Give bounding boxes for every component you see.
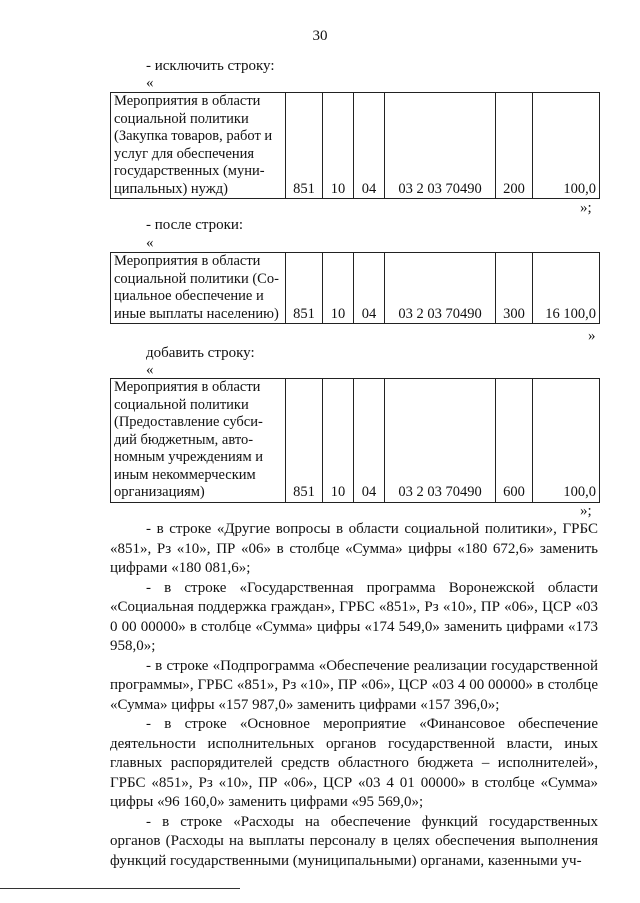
- instruction-add-row: добавить строку:: [146, 345, 255, 361]
- rz-cell: 10: [323, 93, 354, 199]
- table-row: [111, 93, 600, 199]
- rz-cell: 10: [323, 379, 354, 503]
- vr-cell: 200: [496, 93, 533, 199]
- paragraph: - в строке «Расходы на обеспечение функций государственных органов (Расходы на выплаты персоналу в целях обеспечения выполнения функций государственными (муниципальными) органами, казенными уч-: [110, 813, 598, 869]
- budget-row-table-after: [110, 252, 600, 324]
- quote-close: »;: [580, 200, 592, 216]
- row-name-cell: Мероприятия в области социальной политики (Закупка товаров, работ и услуг для обеспечения государственных (муни-ципальных) нужд): [111, 93, 286, 199]
- vr-cell: 300: [496, 253, 533, 324]
- csr-cell: 03 2 03 70490: [385, 379, 496, 503]
- table-row: [111, 253, 600, 324]
- pr-cell: 04: [354, 93, 385, 199]
- quote-open: «: [146, 235, 154, 251]
- quote-open: «: [146, 362, 154, 378]
- sum-cell: 100,0: [533, 379, 600, 503]
- budget-row-table-excluded: [110, 92, 600, 199]
- grbs-cell: 851: [286, 379, 323, 503]
- instruction-after-row: - после строки:: [146, 217, 244, 233]
- paragraph: - в строке «Основное мероприятие «Финансовое обеспечение деятельности исполнительных органов государственной власти, иных главных распорядителей средств областного бюджета – исполнителей», ГРБС «851», Рз «10», ПР «06», ЦСР «03 4 01 00000» в столбце «Сумма» цифры «96 160,0» заменить цифрами «95 569,0»;: [110, 716, 598, 810]
- grbs-cell: 851: [286, 93, 323, 199]
- quote-close: »;: [580, 503, 592, 519]
- pr-cell: 04: [354, 253, 385, 324]
- rz-cell: 10: [323, 253, 354, 324]
- instruction-exclude-row: - исключить строку:: [146, 58, 275, 74]
- paragraph: - в строке «Подпрограмма «Обеспечение реализации государственной программы», ГРБС «851», Рз «10», ПР «06», ЦСР «03 4 00 00000» в столбце «Сумма» цифры «157 987,0» заменить цифрами «157 396,0»;: [110, 657, 598, 713]
- csr-cell: 03 2 03 70490: [385, 253, 496, 324]
- quote-close: »: [588, 328, 596, 344]
- pr-cell: 04: [354, 379, 385, 503]
- csr-cell: 03 2 03 70490: [385, 93, 496, 199]
- table-row: [111, 379, 600, 503]
- amendment-paragraphs: [110, 520, 598, 871]
- paragraph: - в строке «Другие вопросы в области социальной политики», ГРБС «851», Рз «10», ПР «06» в столбце «Сумма» цифры «180 672,6» заменить цифрами «180 081,6»;: [110, 521, 598, 576]
- quote-open: «: [146, 75, 154, 91]
- vr-cell: 600: [496, 379, 533, 503]
- row-name-cell: Мероприятия в области социальной политики (Со-циальное обеспечение и иные выплаты населению): [111, 253, 286, 324]
- grbs-cell: 851: [286, 253, 323, 324]
- page-number: 30: [312, 28, 328, 44]
- budget-row-table-added: [110, 378, 600, 503]
- row-name-cell: Мероприятия в области социальной политики (Предоставление субси-дий бюджетным, авто-номным учреждениям и иным некоммерческим организациям): [111, 379, 286, 503]
- sum-cell: 16 100,0: [533, 253, 600, 324]
- footer-divider: [0, 888, 240, 889]
- sum-cell: 100,0: [533, 93, 600, 199]
- paragraph: - в строке «Государственная программа Воронежской области «Социальная поддержка граждан», ГРБС «851», Рз «10», ПР «06», ЦСР «03 0 00 00000» в столбце «Сумма» цифры «174 549,0» заменить цифрами «173 958,0»;: [110, 579, 598, 654]
